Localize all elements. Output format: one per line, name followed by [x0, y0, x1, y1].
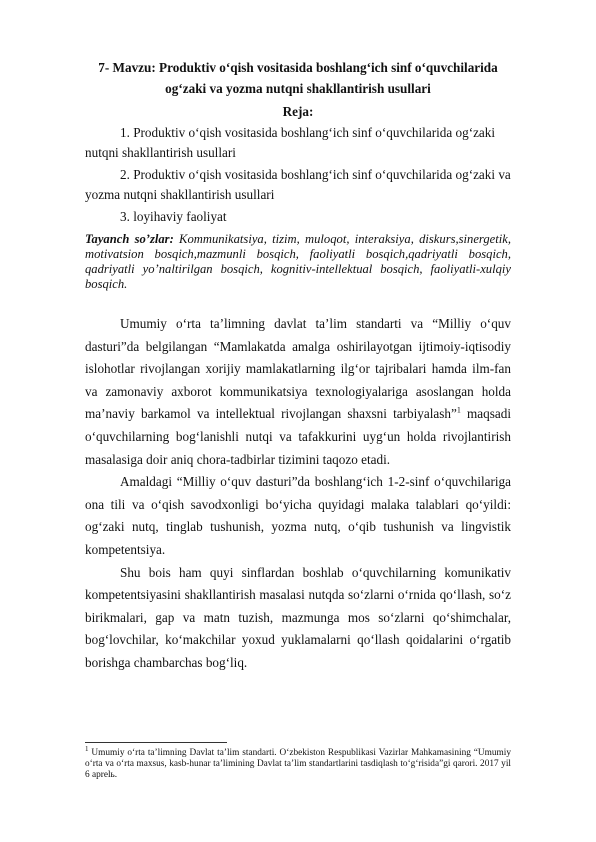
plan-item-1: [85, 123, 511, 163]
body-paragraph-1-end: maqsadi o‘quvchilarning bog‘lanishli nutqi va tafakkurini uyg‘un holda rivojlantirish masalasiga doir aniq chora-tadbirlar tizimini taqozo etadi.: [85, 406, 511, 467]
keywords-paragraph: [85, 232, 511, 292]
topic-title-line-2: og‘zaki va yozma nutqni shakllantirish usullari: [165, 81, 431, 96]
keywords-text: Kommunikatsiya, tizim, muloqot, interaksiya, diskurs,sinergetik, motivatsion bosqich,mazmunli bosqich, faoliyatli bosqich,qadriyatli bosqich, qadriyatli yo’naltirilgan bosqich, kognitiv-intellektual bosqich, faoliyatli-xulqiy bosqich.: [85, 232, 511, 291]
plan-item-1-continuation: nutqni shakllantirish usullari: [85, 145, 236, 160]
plan-item-2-continuation: yozma nutqni shakllantirish usullari: [85, 187, 275, 202]
footnote-text: Umumiy o‘rta ta’limning Davlat ta’lim standarti. O‘zbekiston Respublikasi Vazirlar Mahkamasining “Umumiy o‘rta va o‘rta maxsus, kasb-hunar ta’limining Davlat ta’lim standartlarini tasdiqlash to‘g‘risida”gi qarori. 2017 yil 6 aprelь.: [85, 748, 511, 780]
plan-item-2-text: 2. Produktiv o‘qish vositasida boshlang‘ich sinf o‘quvchilarida og‘zaki va: [120, 167, 511, 182]
plan-item-3: [85, 207, 511, 227]
document-page: [85, 58, 511, 675]
body-paragraph-2: Amaldagi “Milliy o‘quv dasturi”da boshlang‘ich 1-2-sinf o‘quvchilariga ona tili va o‘qish savodxonligi bo‘yicha quyidagi malaka talablari qo‘yildi: og‘zaki nutq, tinglab tushunish, yozma nutq, o‘qib tushunish va lingvistik kompetentsiya.: [85, 474, 511, 557]
footnote-separator: [85, 742, 227, 743]
plan-item-1-text: 1. Produktiv o‘qish vositasida boshlang‘ich sinf o‘quvchilarida og‘zaki: [120, 125, 496, 140]
plan-item-2: [85, 165, 511, 205]
keywords-label: Tayanch so’zlar:: [85, 232, 174, 246]
body-paragraph-1: [85, 313, 511, 471]
footnote-marker: 1: [85, 744, 89, 753]
footnote-reference[interactable]: 1: [456, 405, 461, 415]
footnote: [85, 744, 511, 781]
body-paragraph-1-start: Umumiy o‘rta ta’limning davlat ta’lim standarti va “Milliy o‘quv dasturi”da belgilangan “Mamlakatda amalga oshirilayotgan ijtimoiy-iqtisodiy islohotlar rivojlangan xorijiy mamlakatlarning ilg‘or tajribalari hamda ilm-fan va zamonaviy axborot kommunikatsiya texnologiyalariga asoslangan holda ma’naviy barkamol va intellektual rivojlangan shaxsni tarbiyalash”: [85, 316, 511, 422]
body-paragraph-3: Shu bois ham quyi sinflardan boshlab o‘quvchilarning komunikativ kompetentsiyasini shakllantirish masalasi nutqda so‘zlarni o‘rnida qo‘llash, so‘z birikmalari, gap va matn tuzish, mazmunga mos so‘zlarni qo‘shimchalar, bog‘lovchilar, ko‘makchilar yoxud yuklamalarni qo‘llash qoidalarini o‘rgatib borishga chambarchas bog‘liq.: [85, 564, 511, 670]
plan-item-3-text: 3. loyihaviy faoliyat: [120, 209, 227, 224]
plan-heading: Reja:: [282, 104, 314, 119]
topic-title-line-1: 7- Mavzu: Produktiv o‘qish vositasida boshlang‘ich sinf o‘quvchilarida: [98, 60, 498, 75]
